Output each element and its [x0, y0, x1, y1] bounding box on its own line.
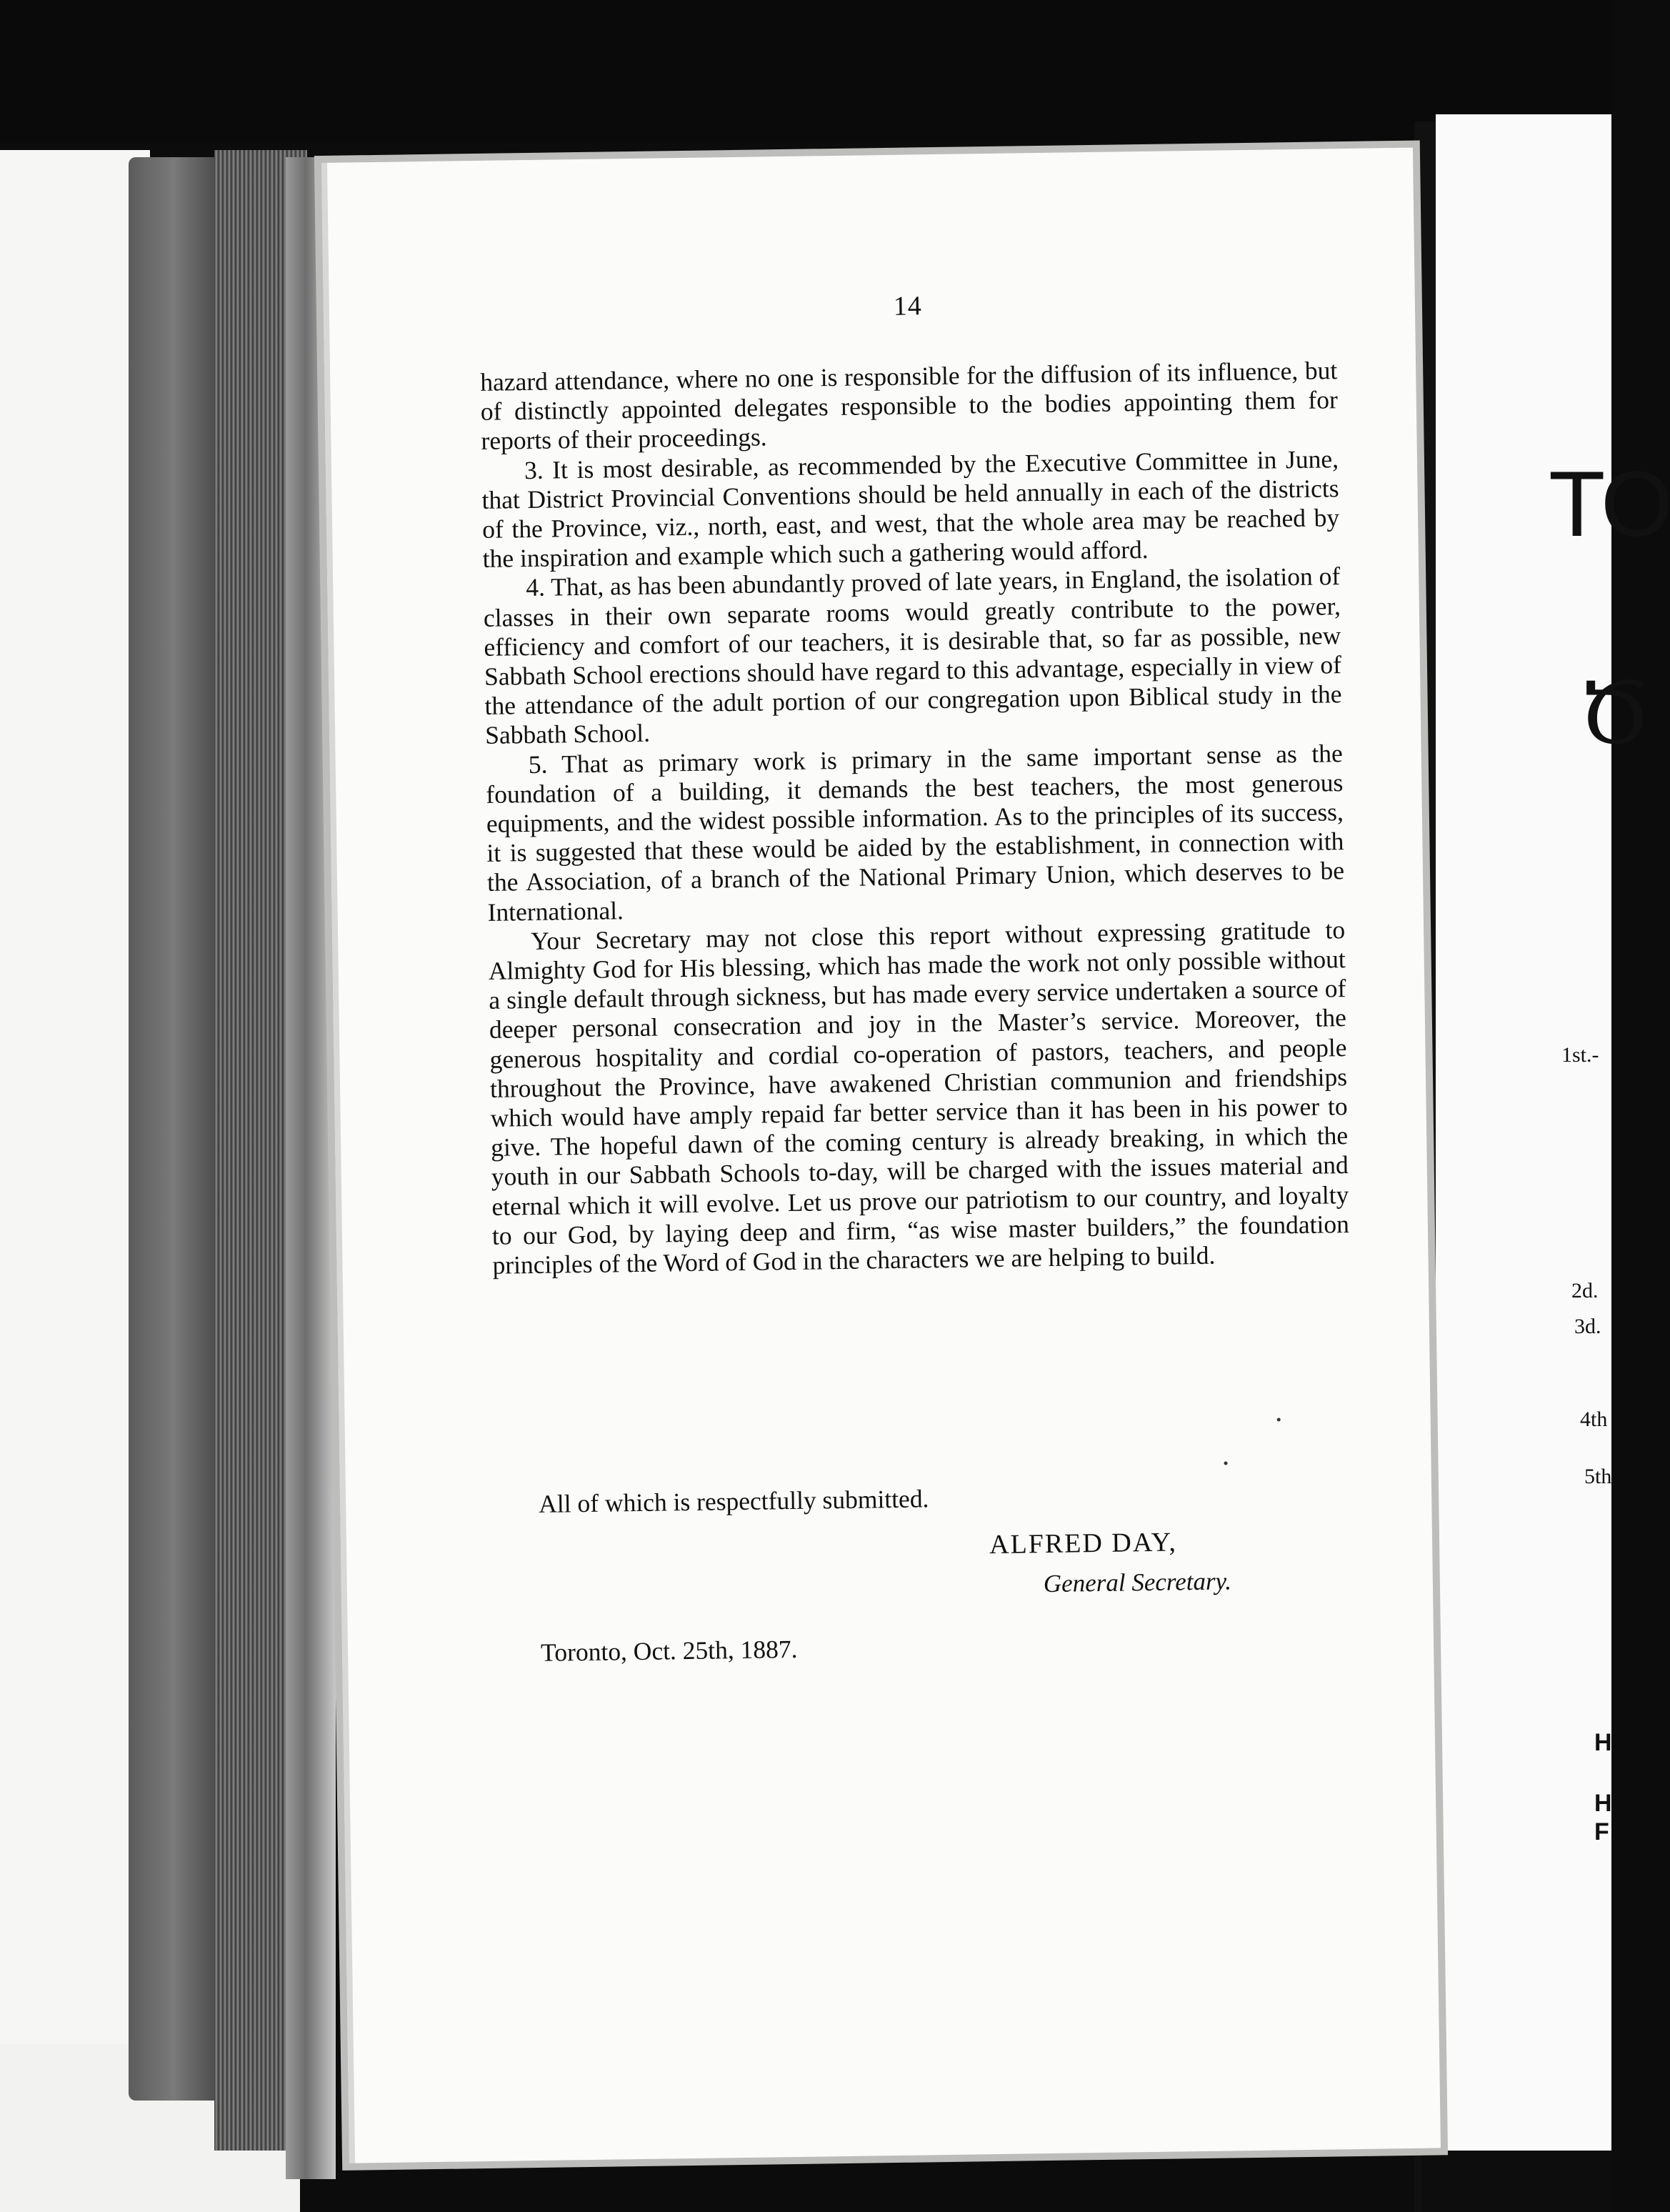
signer-name: ALFRED DAY, — [989, 1527, 1178, 1560]
facing-page-title-fragment: TO — [1549, 452, 1670, 556]
report-body — [480, 356, 1350, 1280]
facing-page-list-item: 5th — [1584, 1465, 1612, 1488]
paragraph-conclusion: Your Secretary may not close this report without expressing gratitude to Almighty God for His blessing, which has made the work not only possible without a single default through sickness, but has made every service undertaken a source of deeper personal consecration and joy in the Master’s service. Moreover, the generous hospitality and cordial co-operation of pastors, teachers, and people throughout the Province, have awakened Christian communion and friendships which would have amply repaid far better service than it has been in his power to give. The hopeful dawn of the coming century is already breaking, in which the youth in our Sabbath Schools to-day, will be charged with the issues material and eternal which it will evolve. Let us prove our patriotism to our country, and loyalty to our God, by laying deep and firm, “as wise master builders,” the foundation principles of the Word of God in the characters we are helping to build. — [488, 915, 1350, 1280]
facing-page-list-item: 2d. — [1571, 1279, 1599, 1302]
paragraph-item-5: 5. That as primary work is primary in the same important sense as the foundation of a building, it demands the best teachers, the most generous equipments, and the widest possible information. As to the principles of its success, it is suggested that these would be aided by the establishment, in connection with the Association, of a branch of the National Primary Union, which deserves to be International. — [486, 738, 1345, 927]
facing-page-bold-letter: H — [1594, 1729, 1612, 1756]
document-page — [321, 148, 1441, 2163]
paragraph-continuation: hazard attendance, where no one is responsible for the diffusion of its influence, but of distinctly appointed delegates responsible to the bodies appointing them for reports of their proceedings. — [480, 356, 1339, 456]
closing-statement: All of which is respectfully submitted. — [538, 1484, 929, 1518]
facing-page — [1436, 114, 1611, 2151]
scan-background-bottom-right — [1421, 2151, 1611, 2212]
facing-page-list-item: 1st.- — [1561, 1043, 1599, 1067]
facing-page-bold-letter: H — [1594, 1790, 1612, 1817]
scan-background-top — [0, 0, 1611, 143]
facing-page-script-fragment: Ծ — [1579, 664, 1651, 764]
print-speck — [1277, 1418, 1281, 1421]
facing-page-list-item: 3d. — [1574, 1315, 1601, 1338]
facing-page-list-item: 4th — [1580, 1408, 1608, 1431]
place-and-date: Toronto, Oct. 25th, 1887. — [540, 1634, 798, 1667]
paragraph-item-4: 4. That, as has been abundantly proved of late years, in England, the isolation of classes in their own separate rooms would greatly contribute to the power, efficiency and comfort of our teachers, it is desirable that, so far as possible, new Sabbath School erections should have regard to this advantage, especially in view of the attendance of the adult portion of our congregation upon Biblical study in the Sabbath School. — [483, 562, 1342, 750]
print-speck — [1224, 1461, 1227, 1465]
scan-background-left — [0, 150, 150, 2212]
page-number: 14 — [893, 291, 923, 322]
facing-page-bold-letter: F — [1594, 1818, 1609, 1845]
signer-title: General Secretary. — [1043, 1567, 1232, 1598]
paragraph-item-3: 3. It is most desirable, as recommended by the Executive Committee in June, that District Provincial Conventions should be held annually in each of the districts of the Province, viz., north, east, and west, that the whole area may be reached by the inspiration and example which such a gathering would afford. — [481, 444, 1340, 574]
